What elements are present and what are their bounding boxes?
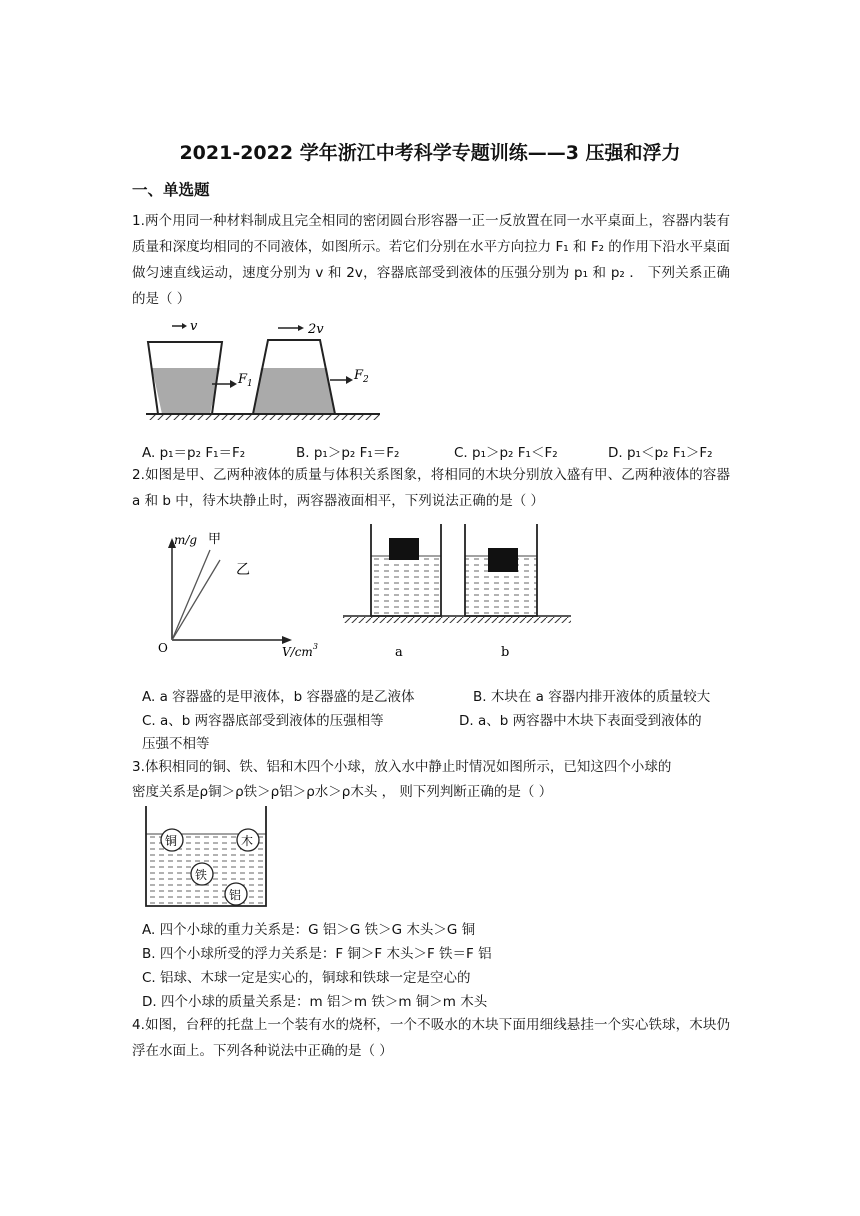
question-2-option-d-continued: 压强不相等 (142, 736, 210, 752)
question-1-option-a[interactable]: A. p₁＝p₂ F₁＝F₂ (142, 445, 246, 461)
question-1-option-b[interactable]: B. p₁＞p₂ F₁＝F₂ (296, 445, 400, 461)
force-1-label: $F_1$ (238, 372, 253, 389)
question-3-option-d[interactable]: D. 四个小球的质量关系是：m 铝＞m 铁＞m 铜＞m 木头 (142, 994, 488, 1010)
question-2-text: 2.如图是甲、乙两种液体的质量与体积关系图象，将相同的木块分别放入盛有甲、乙两种液体的容器 a 和 b 中，待木块静止时，两容器液面相平，下列说法正确的是（ ） (132, 467, 730, 509)
wood-block-a (389, 538, 419, 560)
question-1-option-c[interactable]: C. p₁＞p₂ F₁＜F₂ (454, 445, 558, 461)
question-1-figure (140, 318, 385, 420)
page-title: 2021-2022 学年浙江中考科学专题训练——3 压强和浮力 (179, 142, 681, 164)
container-a-label: a (395, 645, 403, 660)
question-3-text-line-1: 3.体积相同的铜、铁、铝和木四个小球，放入水中静止时情况如图所示，已知这四个小球的 (132, 759, 672, 775)
force-2-label: $F_2$ (354, 368, 369, 385)
y-axis-label: m/g (174, 533, 198, 547)
origin-label: O (158, 641, 168, 655)
section-heading: 一、单选题 (132, 181, 210, 199)
ground-hatch (148, 415, 380, 420)
question-2-option-d[interactable]: D. a、b 两容器中木块下表面受到液体的 (459, 713, 702, 729)
question-1-option-d[interactable]: D. p₁＜p₂ F₁＞F₂ (608, 445, 713, 461)
wood-block-b (488, 548, 518, 572)
velocity-2-label: 2v (308, 322, 324, 337)
question-3-option-c[interactable]: C. 铝球、木球一定是实心的，铜球和铁球一定是空心的 (142, 970, 471, 986)
question-2-option-c[interactable]: C. a、b 两容器底部受到液体的压强相等 (142, 713, 384, 729)
question-4-text: 4.如图，台秤的托盘上一个装有水的烧杯，一个不吸水的木块下面用细线悬挂一个实心铁球，木块仍浮在水面上。下列各种说法中正确的是（ ） (132, 1017, 730, 1059)
wood-ball-label: 木 (241, 834, 254, 848)
x-axis-label: $V/cm^3$ (282, 642, 318, 659)
line-yi (172, 560, 220, 640)
container-b-label: b (501, 645, 510, 660)
question-1-text: 1.两个用同一种材料制成且完全相同的密闭圆台形容器一正一反放置在同一水平桌面上，容器内装有质量和深度均相同的不同液体，如图所示。若它们分别在水平方向拉力 F₁ 和 F₂ 的作用下沿水平桌面做匀速直线运动，速度分别为 v 和 2v，容器底部受到液体的压强分别为 p₁ 和 p₂ ． 下列关系正确的是（ ） (132, 213, 730, 307)
question-3-figure (140, 804, 272, 910)
liquid-2 (253, 368, 335, 414)
question-2-option-b[interactable]: B. 木块在 a 容器内排开液体的质量较大 (473, 689, 711, 705)
question-3-option-b[interactable]: B. 四个小球所受的浮力关系是：F 铜＞F 木头＞F 铁＝F 铝 (142, 946, 492, 962)
question-2-graph (150, 528, 330, 660)
line-jia-label: 甲 (208, 532, 222, 547)
iron-ball-label: 铁 (195, 868, 208, 882)
question-3-option-a[interactable]: A. 四个小球的重力关系是：G 铝＞G 铁＞G 木头＞G 铜 (142, 922, 476, 938)
line-jia (172, 550, 210, 640)
question-2-containers (343, 520, 575, 660)
question-3-text-line-2: 密度关系是ρ铜＞ρ铁＞ρ铝＞ρ水＞ρ木头 ， 则下列判断正确的是（ ） (132, 784, 553, 800)
velocity-1-label: v (190, 319, 198, 334)
liquid-a (371, 556, 441, 616)
aluminum-ball-label: 铝 (229, 888, 242, 902)
copper-ball-label: 铜 (165, 834, 178, 848)
question-2-option-a[interactable]: A. a 容器盛的是甲液体，b 容器盛的是乙液体 (142, 689, 415, 705)
liquid-1 (152, 368, 220, 414)
line-yi-label: 乙 (236, 562, 250, 578)
